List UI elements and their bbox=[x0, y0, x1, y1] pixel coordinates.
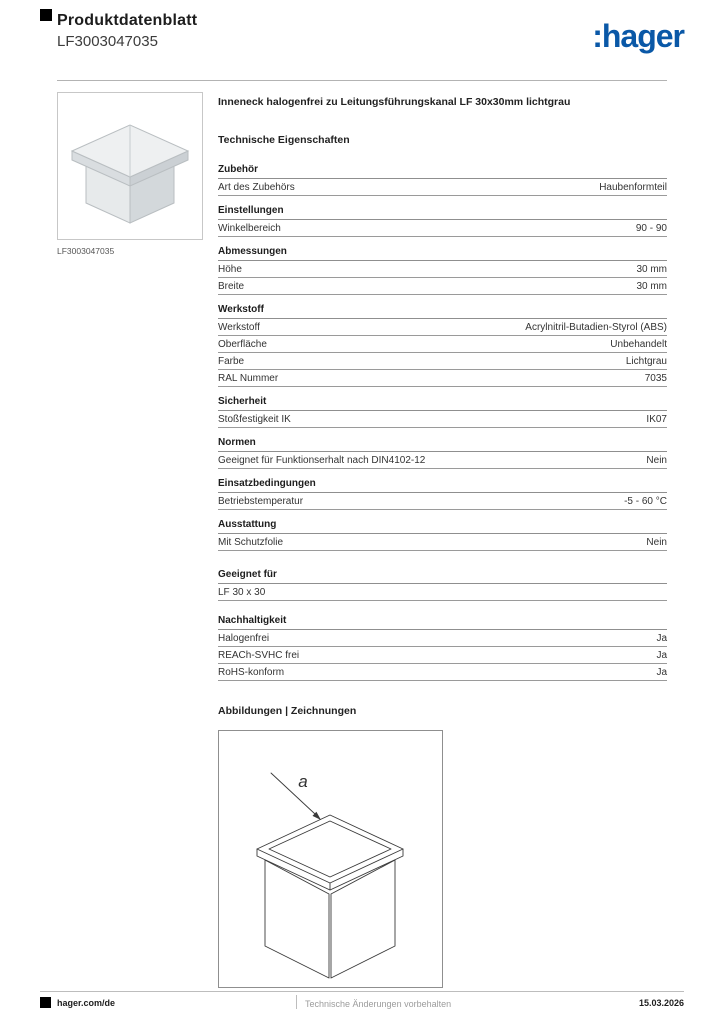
spec-row bbox=[218, 353, 667, 370]
spec-section-heading: Ausstattung bbox=[218, 519, 667, 534]
spec-row-label: Werkstoff bbox=[218, 321, 260, 333]
spec-row-label: LF 30 x 30 bbox=[218, 586, 266, 598]
spec-row-value: Unbehandelt bbox=[610, 338, 667, 350]
drawings-heading: Abbildungen | Zeichnungen bbox=[218, 704, 357, 717]
technical-drawing-box bbox=[218, 730, 443, 988]
spec-row bbox=[218, 336, 667, 353]
spec-rows bbox=[218, 319, 667, 387]
spec-section bbox=[218, 246, 667, 295]
spec-section bbox=[218, 615, 667, 681]
spec-rows bbox=[218, 630, 667, 681]
product-image bbox=[58, 93, 202, 239]
spec-row-value: 90 - 90 bbox=[635, 222, 667, 234]
spec-row-label: REACh-SVHC frei bbox=[218, 649, 300, 661]
footer-separator bbox=[296, 995, 297, 1009]
spec-row-value: 30 mm bbox=[636, 280, 667, 292]
spec-section-heading: Abmessungen bbox=[218, 246, 667, 261]
footer-note: Technische Änderungen vorbehalten bbox=[305, 999, 452, 1009]
spec-section-heading: Zubehör bbox=[218, 164, 667, 179]
product-image-caption: LF3003047035 bbox=[57, 246, 115, 256]
spec-section-heading: Werkstoff bbox=[218, 304, 667, 319]
spec-section bbox=[218, 164, 667, 196]
product-details bbox=[218, 92, 667, 988]
spec-row-label: Farbe bbox=[218, 355, 245, 367]
spec-row bbox=[218, 411, 667, 428]
spec-row-value: -5 - 60 °C bbox=[624, 495, 667, 507]
spec-sections bbox=[218, 164, 667, 681]
spec-row bbox=[218, 261, 667, 278]
spec-rows bbox=[218, 534, 667, 551]
spec-row-label: Halogenfrei bbox=[218, 632, 270, 644]
spec-row bbox=[218, 319, 667, 336]
spec-rows bbox=[218, 179, 667, 196]
spec-row-value: Ja bbox=[656, 649, 667, 661]
product-number: LF3003047035 bbox=[57, 33, 158, 50]
spec-section-heading: Geeignet für bbox=[218, 569, 667, 584]
spec-row-value: 30 mm bbox=[636, 263, 667, 275]
spec-row-label: RAL Nummer bbox=[218, 372, 279, 384]
spec-section-heading: Einstellungen bbox=[218, 205, 667, 220]
spec-row-label: Winkelbereich bbox=[218, 222, 281, 234]
spec-rows bbox=[218, 220, 667, 237]
spec-rows bbox=[218, 493, 667, 510]
spec-row bbox=[218, 452, 667, 469]
spec-row-label: Oberfläche bbox=[218, 338, 267, 350]
spec-row bbox=[218, 179, 667, 196]
spec-section bbox=[218, 304, 667, 387]
spec-row-value: Ja bbox=[656, 632, 667, 644]
spec-section bbox=[218, 205, 667, 237]
spec-row bbox=[218, 630, 667, 647]
spec-rows bbox=[218, 452, 667, 469]
spec-rows bbox=[218, 411, 667, 428]
spec-section-heading: Einsatzbedingungen bbox=[218, 478, 667, 493]
spec-row-label: Stoßfestigkeit IK bbox=[218, 413, 291, 425]
footer-website-link[interactable]: hager.com/de bbox=[57, 998, 116, 1008]
hager-logo: :hager bbox=[592, 18, 684, 54]
product-title: Inneneck halogenfrei zu Leitungsführungskanal LF 30x30mm lichtgrau bbox=[218, 96, 571, 108]
footer-corner-mark bbox=[40, 997, 51, 1008]
spec-section bbox=[218, 396, 667, 428]
spec-section bbox=[218, 569, 667, 601]
spec-row-value: Haubenformteil bbox=[599, 181, 667, 193]
spec-section bbox=[218, 478, 667, 510]
spec-row-value: Nein bbox=[646, 454, 667, 466]
spec-row-value: IK07 bbox=[646, 413, 667, 425]
spec-section-heading: Nachhaltigkeit bbox=[218, 615, 667, 630]
spec-row bbox=[218, 493, 667, 510]
spec-row-value: Lichtgrau bbox=[625, 355, 667, 367]
spec-rows bbox=[218, 584, 667, 601]
spec-row-label: Art des Zubehörs bbox=[218, 181, 295, 193]
spec-row bbox=[218, 534, 667, 551]
spec-row-label: Betriebstemperatur bbox=[218, 495, 304, 507]
spec-section-heading: Sicherheit bbox=[218, 396, 667, 411]
spec-row bbox=[218, 664, 667, 681]
dimension-label: a bbox=[298, 771, 308, 791]
spec-row-label: Höhe bbox=[218, 263, 242, 275]
footer-divider bbox=[40, 991, 684, 992]
page-title: Produktdatenblatt bbox=[57, 12, 198, 29]
spec-row-value: Ja bbox=[656, 666, 667, 678]
spec-row-value: Nein bbox=[646, 536, 667, 548]
header-corner-mark bbox=[40, 9, 52, 21]
tech-properties-heading: Technische Eigenschaften bbox=[218, 133, 350, 146]
spec-row-label: RoHS-konform bbox=[218, 666, 285, 678]
spec-row-value: Acrylnitril-Butadien-Styrol (ABS) bbox=[525, 321, 667, 333]
spec-row-label: Geeignet für Funktionserhalt nach DIN4102-12 bbox=[218, 454, 426, 466]
spec-row-label: Breite bbox=[218, 280, 245, 292]
spec-rows bbox=[218, 261, 667, 295]
spec-row bbox=[218, 647, 667, 664]
footer-date: 15.03.2026 bbox=[638, 998, 684, 1008]
spec-section bbox=[218, 437, 667, 469]
spec-row-value: 7035 bbox=[644, 372, 667, 384]
spec-row-label: Mit Schutzfolie bbox=[218, 536, 284, 548]
spec-row bbox=[218, 584, 667, 601]
header-divider bbox=[57, 80, 667, 81]
spec-row bbox=[218, 278, 667, 295]
spec-section-heading: Normen bbox=[218, 437, 667, 452]
technical-drawing bbox=[219, 731, 442, 987]
spec-section bbox=[218, 519, 667, 551]
product-image-box bbox=[57, 92, 203, 240]
spec-row bbox=[218, 370, 667, 387]
spec-row bbox=[218, 220, 667, 237]
